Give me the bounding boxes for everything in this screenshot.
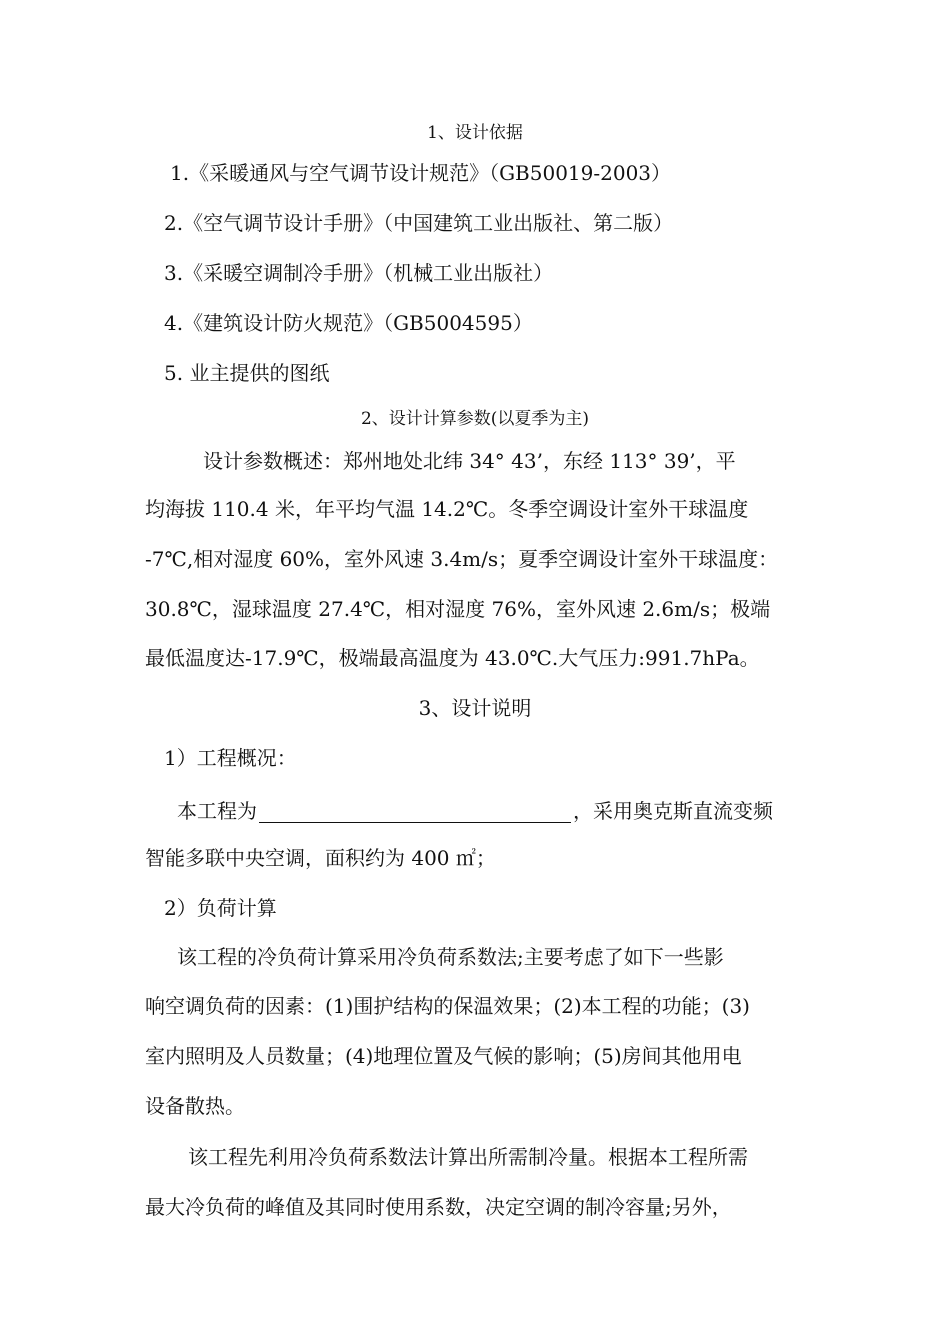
project-prefix: 本工程为	[177, 799, 257, 823]
load-paragraph-1-line-4: 设备散热。	[145, 1094, 245, 1118]
reference-item-5: 5. 业主提供的图纸	[164, 361, 330, 385]
load-paragraph-1-line-1: 该工程的冷负荷计算采用冷负荷系数法;主要考虑了如下一些影	[177, 945, 724, 969]
project-name-blank	[259, 796, 571, 823]
section-2-heading: 2、设计计算参数(以夏季为主)	[360, 409, 590, 429]
section-3-heading: 3、设计说明	[418, 696, 532, 720]
load-paragraph-2-line-2: 最大冷负荷的峰值及其同时使用系数，决定空调的制冷容量;另外，	[145, 1195, 732, 1219]
load-paragraph-1-line-3: 室内照明及人员数量；(4)地理位置及气候的影响；(5)房间其他用电	[145, 1044, 742, 1068]
section-1-heading: 1、设计依据	[427, 123, 523, 143]
project-overview-line-1	[177, 796, 773, 823]
parameters-line-4: 30.8℃，湿球温度 27.4℃，相对湿度 76%，室外风速 2.6m/s；极端	[145, 597, 771, 621]
parameters-line-5: 最低温度达-17.9℃，极端最高温度为 43.0℃.大气压力:991.7hPa。	[145, 646, 760, 670]
load-paragraph-2-line-1: 该工程先利用冷负荷系数法计算出所需制冷量。根据本工程所需	[188, 1145, 748, 1169]
project-suffix: ，采用奥克斯直流变频	[573, 799, 773, 823]
subsection-1-heading: 1）工程概况：	[164, 746, 297, 770]
load-paragraph-1-line-2: 响空调负荷的因素：(1)围护结构的保温效果；(2)本工程的功能；(3)	[145, 994, 750, 1018]
parameters-line-1: 设计参数概述：郑州地处北纬 34° 43’，东经 113° 39’，平	[203, 449, 736, 473]
reference-item-3: 3.《采暖空调制冷手册》（机械工业出版社）	[164, 261, 554, 285]
reference-item-1: 1.《采暖通风与空气调节设计规范》（GB50019-2003）	[170, 161, 672, 185]
project-overview-line-2: 智能多联中央空调，面积约为 400 ㎡；	[145, 846, 496, 870]
reference-item-4: 4.《建筑设计防火规范》（GB5004595）	[164, 311, 533, 335]
subsection-2-heading: 2）负荷计算	[164, 896, 277, 920]
parameters-line-3: -7℃,相对湿度 60%，室外风速 3.4m/s；夏季空调设计室外干球温度：	[145, 547, 779, 571]
reference-item-2: 2.《空气调节设计手册》（中国建筑工业出版社、第二版）	[164, 211, 674, 235]
parameters-line-2: 均海拔 110.4 米，年平均气温 14.2℃。冬季空调设计室外干球温度	[145, 497, 749, 521]
